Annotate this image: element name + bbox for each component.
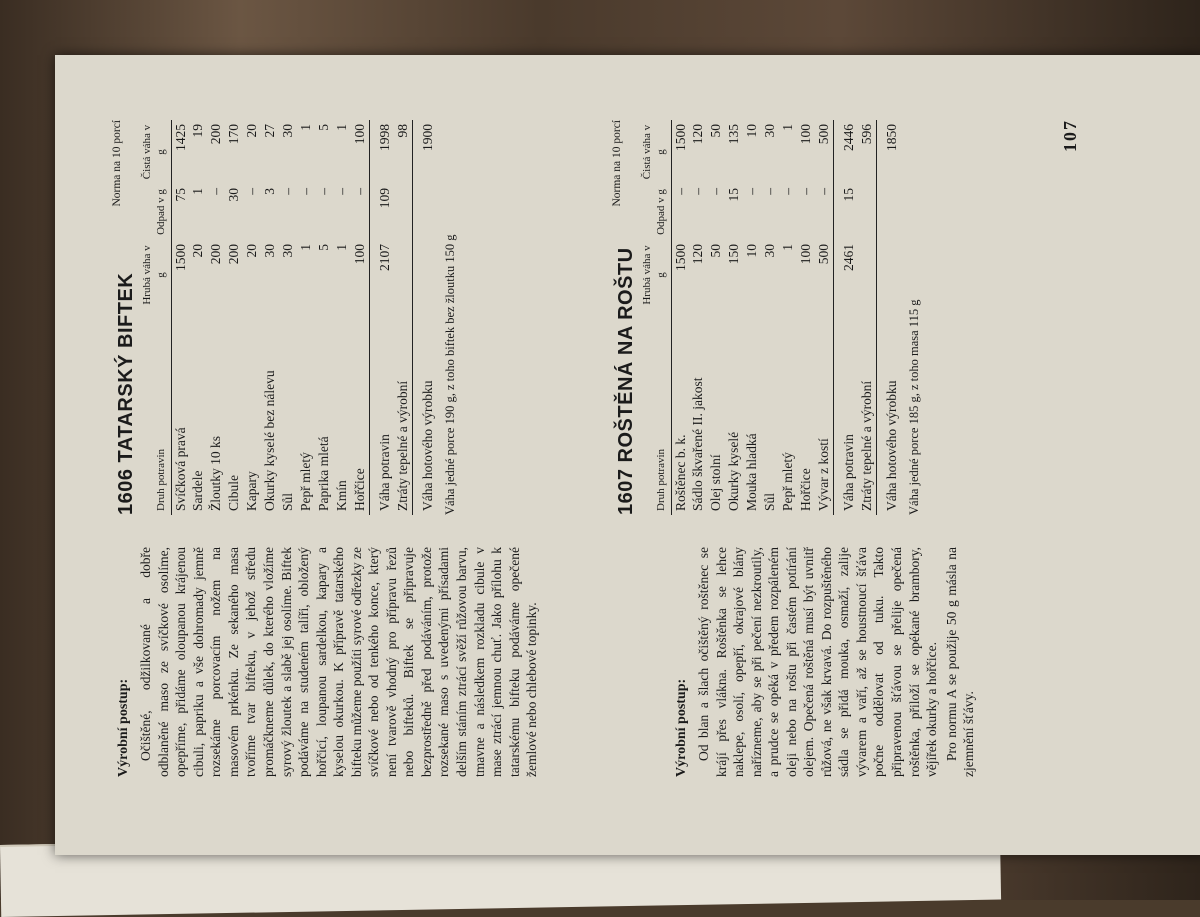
net-weight: 170 xyxy=(226,124,242,145)
table-row xyxy=(671,120,689,515)
norm-label-1606: Norma na 10 porcí xyxy=(111,120,123,207)
item-name: Cibule xyxy=(226,475,242,511)
waste-weight: – xyxy=(244,188,260,195)
item-name: Paprika mletá xyxy=(316,436,332,511)
book-page xyxy=(55,55,1200,855)
table-row xyxy=(171,120,189,515)
waste-weight: – xyxy=(298,188,314,195)
net-weight: 1900 xyxy=(412,120,436,184)
portion-note-1607: Váha jedné porce 185 g, z toho masa 115 g xyxy=(906,299,921,515)
table-row xyxy=(797,120,815,515)
gross-weight xyxy=(858,240,876,310)
waste-weight: 15 xyxy=(726,188,742,202)
col-header-item: Druh potravin xyxy=(139,310,171,515)
gross-weight: 30 xyxy=(280,244,296,258)
gross-weight: 1 xyxy=(298,244,314,251)
net-weight: 20 xyxy=(244,124,260,138)
item-name: Sůl xyxy=(762,492,778,511)
waste-weight: 1 xyxy=(190,188,206,195)
table-row xyxy=(689,120,707,515)
net-weight: 5 xyxy=(316,124,332,131)
item-name: Roštěnec b. k. xyxy=(672,434,688,511)
net-weight: 1998 xyxy=(369,120,393,184)
gross-weight: 20 xyxy=(190,244,206,258)
final-weight-row xyxy=(412,120,436,515)
gross-weight xyxy=(412,240,436,310)
waste-weight: – xyxy=(334,188,350,195)
gross-weight: 20 xyxy=(244,244,260,258)
waste-weight: – xyxy=(816,188,832,195)
waste-weight: – xyxy=(708,188,724,195)
item-name: Sardele xyxy=(190,470,206,511)
gross-weight: 30 xyxy=(762,244,778,258)
waste-weight: – xyxy=(690,188,706,195)
item-name: Sůl xyxy=(280,492,296,511)
item-name: Pepř mletý xyxy=(298,452,314,511)
table-row xyxy=(279,120,297,515)
waste-weight: – xyxy=(352,188,368,195)
waste-weight xyxy=(412,184,436,240)
table-row xyxy=(743,120,761,515)
gross-weight: 1 xyxy=(334,244,350,251)
recipe-1606 xyxy=(111,120,458,515)
rotated-page-content xyxy=(55,55,1200,855)
col-header-gross: Hrubá váha v g xyxy=(139,240,171,310)
item-name: Sádlo škvařené II. jakost xyxy=(690,377,706,511)
waste-weight xyxy=(394,184,412,240)
net-weight: 1425 xyxy=(172,124,188,151)
col-header-waste: Odpad v g xyxy=(139,184,171,240)
recipe-1607 xyxy=(611,120,922,515)
final-weight-row xyxy=(876,120,900,515)
gross-weight: 50 xyxy=(708,244,724,258)
net-weight: 10 xyxy=(744,124,760,138)
item-name: Vývar z kostí xyxy=(816,438,832,511)
waste-weight: – xyxy=(316,188,332,195)
item-name: Žloutky 10 ks xyxy=(208,435,224,511)
net-weight: 1 xyxy=(780,124,796,131)
item-name: Váha hotového výrobku xyxy=(876,310,900,515)
item-name: Váha potravin xyxy=(834,310,858,515)
net-weight: 27 xyxy=(262,124,278,138)
loss-row xyxy=(858,120,876,515)
waste-weight: – xyxy=(280,188,296,195)
col-header-gross: Hrubá váha v g xyxy=(639,240,671,310)
gross-weight: 10 xyxy=(744,244,760,258)
col-header-net: Čistá váha v g xyxy=(639,120,671,184)
net-weight: 30 xyxy=(762,124,778,138)
page-number: 107 xyxy=(1060,119,1080,152)
portion-note-1606: Váha jedné porce 190 g, z toho biftek bez žloutku 150 g xyxy=(442,234,457,515)
gross-weight: 1500 xyxy=(172,244,188,271)
gross-weight: 200 xyxy=(208,244,224,265)
gross-weight: 100 xyxy=(798,244,814,265)
net-weight: 2446 xyxy=(834,120,858,184)
item-name: Váha potravin xyxy=(369,310,393,515)
waste-weight: – xyxy=(208,188,224,195)
procedure-note-1607: Pro normu A se použije 50 g másla na zjemnění šťávy. xyxy=(943,547,977,777)
net-weight: 135 xyxy=(726,124,742,145)
table-row xyxy=(351,120,369,515)
waste-weight xyxy=(876,184,900,240)
table-row xyxy=(261,120,279,515)
net-weight: 50 xyxy=(708,124,724,138)
col-header-net: Čistá váha v g xyxy=(139,120,171,184)
waste-weight: – xyxy=(762,188,778,195)
total-weight-row xyxy=(834,120,858,515)
net-weight: 1 xyxy=(298,124,314,131)
net-weight: 100 xyxy=(798,124,814,145)
waste-weight: – xyxy=(744,188,760,195)
net-weight: 100 xyxy=(352,124,368,145)
item-name: Ztráty tepelné a výrobní xyxy=(394,380,410,511)
net-weight: 500 xyxy=(816,124,832,145)
item-name: Hořčice xyxy=(798,468,814,511)
gross-weight: 120 xyxy=(690,244,706,265)
net-weight: 120 xyxy=(690,124,706,145)
table-row xyxy=(333,120,351,515)
item-name: Kapary xyxy=(244,471,260,511)
ingredients-table-1607 xyxy=(639,120,901,515)
item-name: Okurky kyselé bez nálevu xyxy=(262,370,278,511)
table-row xyxy=(315,120,333,515)
gross-weight: 150 xyxy=(726,244,742,265)
loss-row xyxy=(394,120,412,515)
item-name: Okurky kyselé xyxy=(726,431,742,511)
waste-weight: – xyxy=(798,188,814,195)
col-header-waste: Odpad v g xyxy=(639,184,671,240)
item-name: Olej stolní xyxy=(708,454,724,511)
net-weight: 1 xyxy=(334,124,350,131)
net-weight: 19 xyxy=(190,124,206,138)
procedure-heading-1606: Výrobní postup: xyxy=(116,678,131,777)
table-row xyxy=(189,120,207,515)
table-row xyxy=(761,120,779,515)
net-weight: 98 xyxy=(394,124,410,138)
table-row xyxy=(707,120,725,515)
gross-weight xyxy=(876,240,900,310)
waste-weight: 75 xyxy=(172,188,188,202)
col-header-item: Druh potravin xyxy=(639,310,671,515)
waste-weight: 109 xyxy=(369,184,393,240)
table-row xyxy=(779,120,797,515)
net-weight: 1850 xyxy=(876,120,900,184)
net-weight: 30 xyxy=(280,124,296,138)
table-row xyxy=(243,120,261,515)
waste-weight: 3 xyxy=(262,188,278,195)
gross-weight: 2107 xyxy=(369,240,393,310)
gross-weight: 500 xyxy=(816,244,832,265)
waste-weight: 15 xyxy=(834,184,858,240)
total-weight-row xyxy=(369,120,393,515)
item-name: Mouka hladká xyxy=(744,433,760,511)
net-weight: 1500 xyxy=(672,124,688,151)
item-name: Ztráty tepelné a výrobní xyxy=(859,380,875,511)
procedure-heading-1607: Výrobní postup: xyxy=(673,678,689,777)
table-row xyxy=(207,120,225,515)
waste-weight: – xyxy=(780,188,796,195)
item-name: Váha hotového výrobku xyxy=(412,310,436,515)
norm-label-1607: Norma na 10 porcí xyxy=(611,120,623,207)
recipe-title-1606: 1606 TATARSKÝ BIFTEK xyxy=(115,272,137,515)
table-row xyxy=(225,120,243,515)
item-name: Kmín xyxy=(334,480,350,511)
gross-weight xyxy=(394,240,412,310)
item-name: Hořčice xyxy=(352,468,368,511)
item-name: Pepř mletý xyxy=(780,452,796,511)
gross-weight: 200 xyxy=(226,244,242,265)
ingredients-table-1606 xyxy=(139,120,437,515)
gross-weight: 1500 xyxy=(672,244,688,271)
table-row xyxy=(297,120,315,515)
waste-weight xyxy=(858,184,876,240)
left-column xyxy=(115,547,980,777)
waste-weight: – xyxy=(672,188,688,195)
gross-weight: 1 xyxy=(780,244,796,251)
gross-weight: 30 xyxy=(262,244,278,258)
net-weight: 596 xyxy=(859,124,875,145)
recipe-title-1607: 1607 ROŠTĚNÁ NA ROŠTU xyxy=(615,247,637,515)
procedure-text-1607: Od blan a šlach očištěný roštěnec se krájí přes vlákna. Roštěnka se lehce naklepe, osolí, opepří, okrajové blány nařízneme, aby se při pečení nezkroutily, a prudce se opéká v předem rozpáleném oleji nebo na roštu při častém potírání olejem. Opečená roštěná musí být uvnitř růžová, ne však krvavá. Do rozpuštěného sádla se přidá mouka, osmaží, zalije vývarem a vaří, až se houstnoucí šťáva počne oddělovat od tuku. Takto připravenou šťávou se přelije opečená roštěnka, přiloží se opékané brambory, vějířek okurky a hořčice. xyxy=(695,547,940,777)
gross-weight: 100 xyxy=(352,244,368,265)
table-row xyxy=(815,120,833,515)
procedure-text-1606: Očištěné, odžilkované a dobře odblaněné maso ze svíčkové osolíme, opepříme, přidáme oloupanou krájenou cibuli, papriku a vše dohromady jemně rozsekáme porcovacím nožem na masovém prkénku. Ze sekaného masa tvoříme tvar bifteku, v jehož středu promáčkneme důlek, do kterého vložíme syrový žloutek a slabě jej osolíme. Biftek podáváme na studeném talíři, obložený hořčicí, loupanou sardelkou, kapary a kyselou okurkou. K přípravě tatarského bifteku můžeme použíti syrové odřezky ze svíčkové nebo od tenkého konce, který není tvarově vhodný pro přípravu řezů nebo bifteků. Biftek se připravuje bezprostředně před podáváním, protože rozsekané maso s uvedenými přísadami delším stáním ztrácí svěží růžovou barvu, tmavne a následkem rozkladu cibule v mase ztrácí jemnou chuť. Jako přílohu k tatarskému bifteku podáváme opečené žemlové nebo chlebové topinky. xyxy=(138,547,540,777)
gross-weight: 2461 xyxy=(834,240,858,310)
gross-weight: 5 xyxy=(316,244,332,251)
net-weight: 200 xyxy=(208,124,224,145)
waste-weight: 30 xyxy=(226,188,242,202)
item-name: Svíčková pravá xyxy=(172,427,188,511)
table-row xyxy=(725,120,743,515)
